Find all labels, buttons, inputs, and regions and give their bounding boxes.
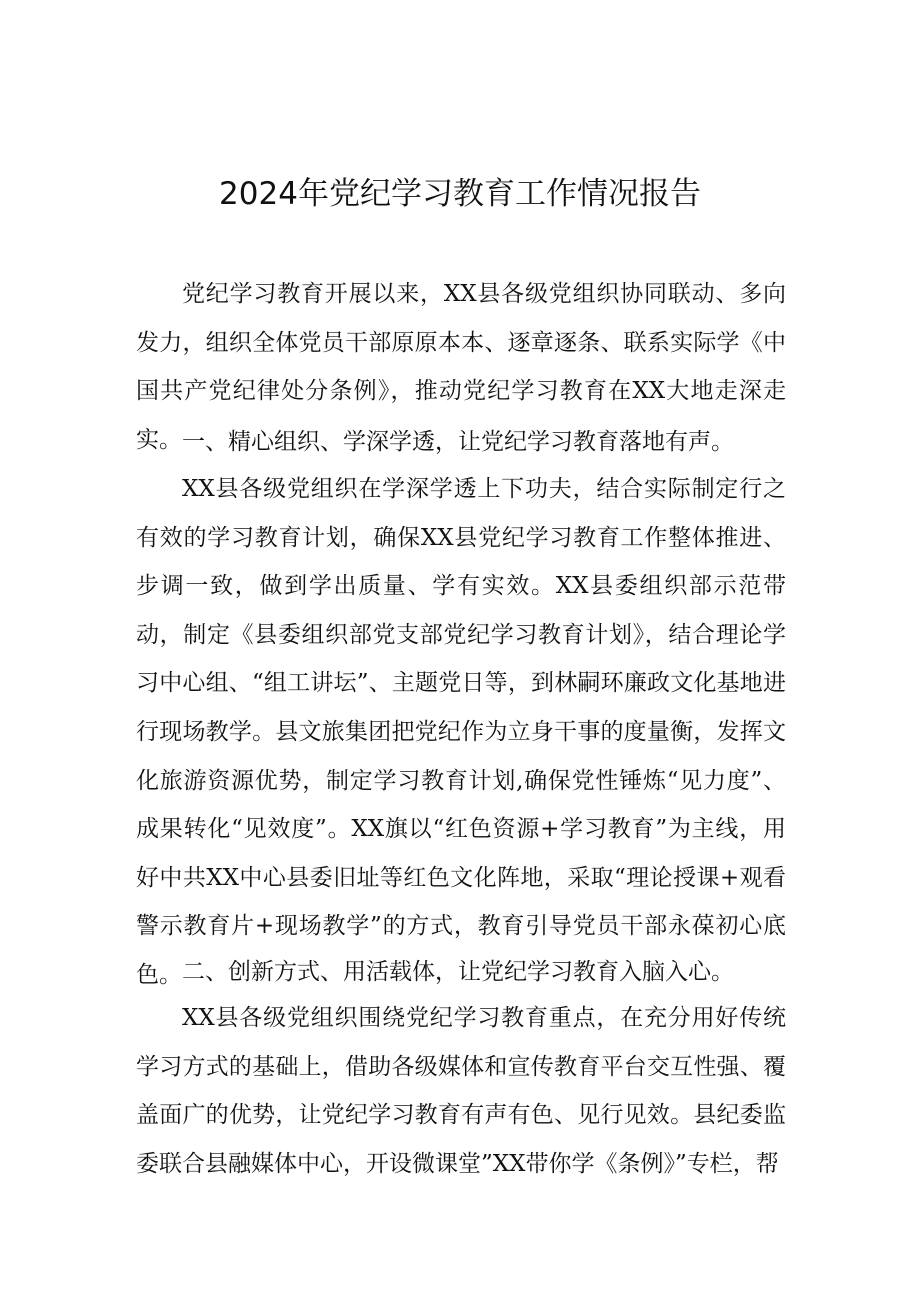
paragraph-section-1: XX县各级党组织在学深学透上下功夫，结合实际制定行之有效的学习教育计划，确保XX县党纪学习教育工作整体推进、步调一致，做到学出质量、学有实效。XX县委组织部示范带动，制定《县委组织部党支部党纪学习教育计划》，结合理论学习中心组、“组工讲坛”、主题党日等，到林嗣环廉政文化基地进行现场教学。县文旅集团把党纪作为立身干事的度量衡，发挥文化旅游资源优势，制定学习教育计划,确保党性锤炼“见力度”、成果转化“见效度”。XX旗以“红色资源+学习教育”为主线，用好中共XX中心县委旧址等红色文化阵地，采取“理论授课+观看警示教育片+现场教学”的方式，教育引导党员干部永葆初心底色。 bbox=[136, 476, 786, 988]
document-title: 2024年党纪学习教育工作情况报告 bbox=[219, 176, 701, 212]
paragraph-section-2: XX县各级党组织围绕党纪学习教育重点，在充分用好传统学习方式的基础上，借助各级媒体和宣传教育平台交互性强、覆盖面广的优势，让党纪学习教育有声有色、见行见效。县纪委监委联合县融媒体中心，开设微课堂”XX带你学《条例》”专栏，帮 bbox=[136, 1005, 786, 1177]
paragraph-intro: 党纪学习教育开展以来，XX县各级党组织协同联动、多向发力，组织全体党员干部原原本本、逐章逐条、联系实际学《中国共产党纪律处分条例》，推动党纪学习教育在XX大地走深走实。 bbox=[136, 281, 786, 453]
section-heading-2: 二、创新方式、用活载体，让党纪学习教育入脑入心。 bbox=[182, 959, 734, 985]
section-heading-1: 一、精心组织、学深学透，让党纪学习教育落地有声。 bbox=[182, 429, 734, 455]
